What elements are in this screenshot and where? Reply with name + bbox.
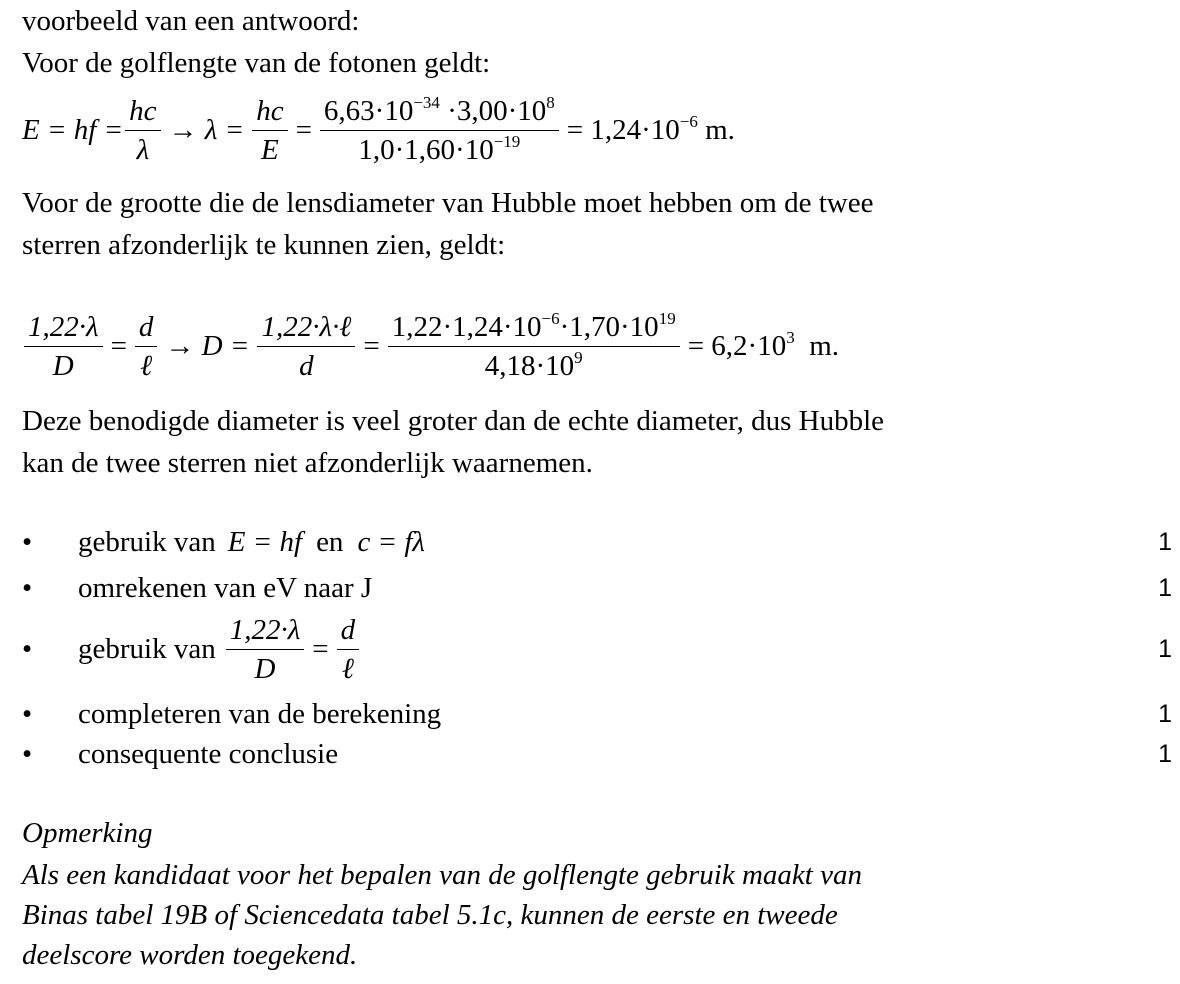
eq2-arrow: → D = bbox=[165, 330, 250, 362]
remark-line-3: deelscore worden toegekend. bbox=[22, 939, 358, 971]
score-item-4 bbox=[22, 694, 1172, 734]
score-item-3-points: 1 bbox=[1158, 634, 1172, 663]
eq1-f3-num-b-exp: 8 bbox=[546, 93, 555, 112]
wavelength-intro: Voor de golflengte van de fotonen geldt: bbox=[22, 47, 491, 79]
eq2-f1-numerator: 1,22·λ bbox=[24, 310, 103, 347]
eq2-f4-den-a-exp: 9 bbox=[574, 348, 583, 367]
eq1-fraction-hc-lambda bbox=[125, 94, 160, 167]
remark-line-1: Als een kandidaat voor het bepalen van de golflengte gebruik maakt van bbox=[22, 859, 862, 891]
score-item-5-points: 1 bbox=[1158, 739, 1172, 768]
eq1-result-unit: m. bbox=[697, 114, 735, 146]
eq2-f4-denominator bbox=[481, 347, 587, 383]
answer-example-label: voorbeeld van een antwoord: bbox=[22, 5, 360, 37]
diameter-intro-line-2: sterren afzonderlijk te kunnen zien, geldt: bbox=[22, 229, 506, 261]
bullet-1: • bbox=[22, 525, 33, 558]
score-item-3-f1-denominator: D bbox=[254, 652, 276, 685]
conclusion-line-1: Deze benodigde diameter is veel groter dan de echte diameter, dus Hubble bbox=[22, 405, 885, 437]
eq2-f3-denominator: d bbox=[299, 350, 314, 382]
eq2-f2-numerator: d bbox=[135, 310, 158, 347]
eq1-result bbox=[567, 114, 735, 147]
wavelength-equation bbox=[22, 94, 741, 167]
eq1-lhs: E = hf = bbox=[22, 114, 124, 146]
conclusion-line-2: kan de twee sterren niet afzonderlijk waarnemen. bbox=[22, 447, 593, 479]
score-item-3-f2-numerator: d bbox=[337, 613, 360, 650]
eq1-result-exp: −6 bbox=[679, 112, 698, 131]
eq2-f1-denominator: D bbox=[52, 350, 74, 382]
score-item-3-fraction-1 bbox=[226, 613, 305, 686]
score-item-1-mid: en bbox=[316, 525, 344, 558]
eq2-f4-numerator bbox=[388, 310, 680, 347]
eq2-fraction-d-l bbox=[135, 310, 158, 383]
diameter-intro-line-1: Voor de grootte die de lensdiameter van Hubble moet hebben om de twee bbox=[22, 187, 874, 219]
eq1-f2-numerator: hc bbox=[252, 94, 287, 131]
eq2-result-unit: m. bbox=[794, 330, 840, 362]
eq1-result-a: = 1,24·10 bbox=[566, 114, 680, 146]
score-item-3-fraction-2 bbox=[337, 613, 360, 686]
score-item-3-label: gebruik van bbox=[78, 632, 216, 665]
score-item-4-text: completeren van de berekening bbox=[78, 697, 442, 730]
eq2-fraction-symbolic bbox=[257, 310, 355, 383]
bullet-5: • bbox=[22, 737, 33, 770]
eq1-fraction-numeric bbox=[320, 94, 559, 167]
bullet-3: • bbox=[22, 632, 33, 665]
score-item-3 bbox=[22, 610, 1172, 688]
eq2-f4-num-b-exp: 19 bbox=[658, 309, 676, 328]
eq1-f3-den-a: 1,0·1,60·10 bbox=[358, 134, 494, 166]
eq2-f4-num-b: ·1,70·10 bbox=[559, 311, 659, 343]
eq2-f2-denominator: ℓ bbox=[140, 350, 153, 382]
eq2-fraction-numeric bbox=[388, 310, 680, 383]
score-item-1-eq2: c = fλ bbox=[357, 525, 425, 558]
score-item-3-f1-numerator: 1,22·λ bbox=[226, 613, 305, 650]
eq1-arrow: → λ = bbox=[168, 114, 245, 146]
eq2-f4-num-a-exp: −6 bbox=[541, 309, 560, 328]
eq1-f3-numerator bbox=[320, 94, 559, 131]
eq2-fraction-lambda-d bbox=[24, 310, 103, 383]
bullet-4: • bbox=[22, 697, 33, 730]
eq1-f3-denominator bbox=[354, 131, 524, 167]
eq2-result-exp: 3 bbox=[786, 328, 795, 347]
eq1-f1-denominator: λ bbox=[136, 134, 150, 166]
score-item-1-text bbox=[78, 526, 1148, 559]
eq1-f3-num-b: ·3,00·10 bbox=[439, 95, 547, 127]
eq1-f3-den-a-exp: −19 bbox=[493, 132, 521, 151]
score-item-2 bbox=[22, 568, 1172, 608]
eq1-f3-num-a: 6,63·10 bbox=[323, 95, 414, 127]
score-item-1-label: gebruik van bbox=[78, 525, 216, 558]
eq1-f1-numerator: hc bbox=[125, 94, 160, 131]
eq2-f4-num-a: 1,22·1,24·10 bbox=[391, 311, 542, 343]
score-item-5-text: consequente conclusie bbox=[78, 737, 339, 770]
score-item-2-text: omrekenen van eV naar J bbox=[78, 571, 373, 604]
eq1-fraction-hc-e bbox=[252, 94, 287, 167]
score-item-4-points: 1 bbox=[1158, 699, 1172, 728]
eq2-equals-2: = bbox=[363, 330, 380, 362]
diameter-equation bbox=[22, 310, 845, 383]
score-item-1 bbox=[22, 522, 1172, 562]
score-item-2-points: 1 bbox=[1158, 573, 1172, 602]
eq2-result-a: = 6,2·10 bbox=[687, 330, 787, 362]
bullet-2: • bbox=[22, 571, 33, 604]
eq1-f3-num-a-exp: −34 bbox=[413, 93, 440, 112]
remark-title: Opmerking bbox=[22, 817, 153, 849]
eq2-equals: = bbox=[110, 330, 127, 362]
score-item-3-f2-denominator: ℓ bbox=[341, 652, 354, 685]
eq2-f3-numerator: 1,22·λ·ℓ bbox=[257, 310, 355, 347]
score-item-1-points: 1 bbox=[1158, 527, 1172, 556]
eq2-result bbox=[688, 330, 839, 363]
eq1-f2-denominator: E bbox=[261, 134, 279, 166]
eq1-equals: = bbox=[295, 114, 312, 146]
score-item-1-eq1: E = hf bbox=[227, 525, 303, 558]
eq2-f4-den-a: 4,18·10 bbox=[484, 350, 575, 382]
score-item-3-text bbox=[78, 613, 1148, 686]
score-item-3-equals: = bbox=[312, 632, 329, 665]
remark-line-2: Binas tabel 19B of Sciencedata tabel 5.1c, kunnen de eerste en tweede bbox=[22, 899, 838, 931]
score-item-5 bbox=[22, 734, 1172, 774]
